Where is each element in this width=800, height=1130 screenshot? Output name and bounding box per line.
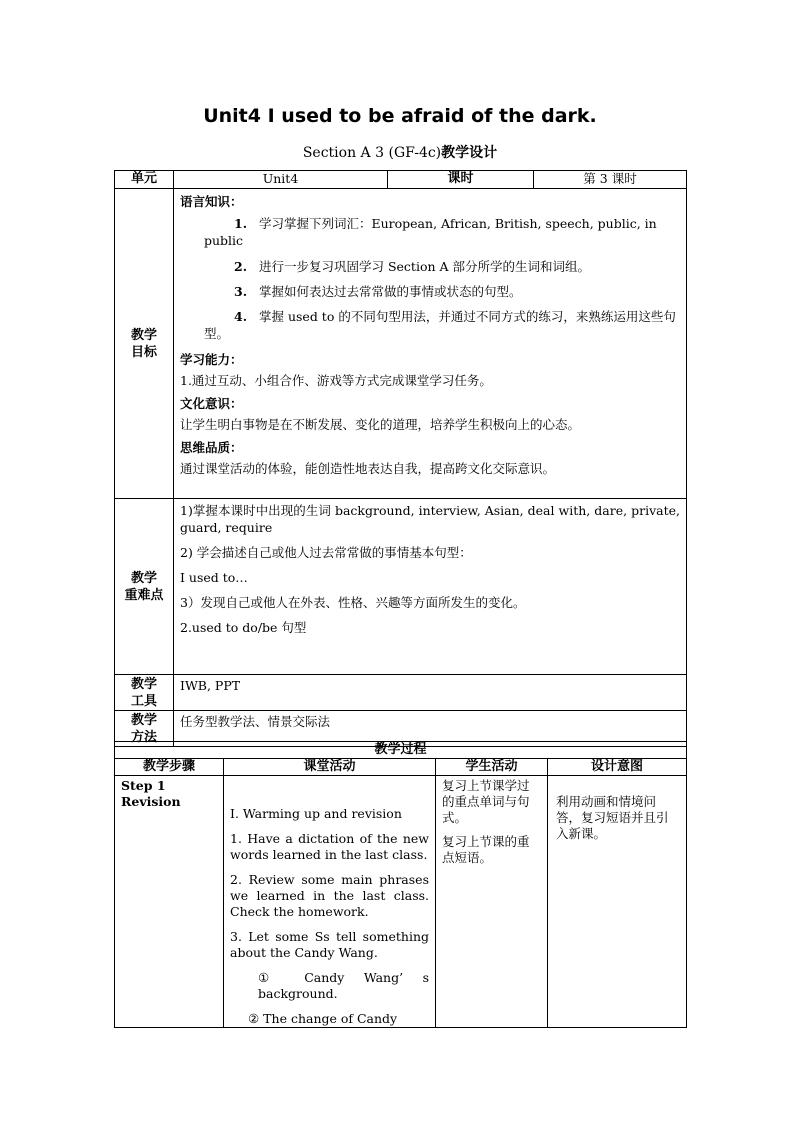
cultural-awareness-text: 让学生明白事物是在不断发展、变化的道理，培养学生积极向上的心态。 [180, 417, 581, 432]
key-point-line-5: 2.used to do/be 句型 [180, 620, 307, 635]
language-knowledge-heading: 语言知识： [180, 194, 243, 209]
key-points-label [115, 499, 174, 675]
objective-item-2-text: 进行一步复习巩固学习 Section A 部分所学的生词和词组。 [258, 259, 590, 274]
process-title: 教学过程 [115, 742, 687, 759]
intent-text: 利用动画和情境问答，复习短语并且引入新课。 [556, 794, 669, 841]
table-row [115, 776, 687, 1028]
classroom-activity [224, 776, 436, 1028]
objective-item-2 [180, 258, 680, 275]
column-header-activity: 课堂活动 [224, 759, 436, 776]
lesson-info-table [114, 170, 687, 747]
column-header-step: 教学步骤 [115, 759, 224, 776]
activity-line-4: 3. Let some Ss tell something about the Candy Wang. [230, 929, 429, 960]
objective-item-1-num: 1. [234, 216, 248, 231]
objective-item-3-text: 掌握如何表达过去常常做的事情或状态的句型。 [258, 284, 522, 299]
objective-item-3-num: 3. [234, 284, 248, 299]
period-value: 第 3 课时 [534, 171, 687, 189]
subtitle-design: 教学设计 [441, 145, 498, 161]
objectives-label-text: 教学 目标 [130, 327, 157, 360]
cultural-awareness-heading: 文化意识： [180, 396, 243, 411]
process-title-row [115, 742, 687, 759]
methods-value: 任务型教学法、情景交际法 [174, 711, 687, 747]
student-line-2: 复习上节课的重点短语。 [442, 834, 530, 865]
key-point-line-4: 3）发现自己或他人在外表、性格、兴趣等方面所发生的变化。 [180, 595, 526, 610]
activity-line-6: ② The change of Candy [248, 1011, 398, 1026]
objective-item-3 [180, 283, 680, 300]
objectives-label [115, 189, 174, 499]
objective-item-1 [180, 215, 680, 249]
design-intent [548, 776, 687, 1028]
objectives-content [174, 189, 687, 499]
unit-value: Unit4 [174, 171, 388, 189]
key-points-label-text: 教学 重难点 [124, 570, 164, 603]
key-point-line-1: 1)掌握本课时中出现的生词 background, interview, Asian, deal with, dare, private, guard, require [180, 503, 680, 535]
activity-line-3: 2. Review some main phrases we learned in the last class. Check the homework. [230, 872, 429, 919]
objective-item-4-text: 掌握 used to 的不同句型用法，并通过不同方式的练习，来熟练运用这些句型。 [204, 309, 676, 341]
unit-label: 单元 [115, 171, 174, 189]
student-activity [436, 776, 548, 1028]
column-header-intent: 设计意图 [548, 759, 687, 776]
key-points-row [115, 499, 687, 675]
learning-ability-heading: 学习能力： [180, 352, 243, 367]
thinking-quality-text: 通过课堂活动的体验，能创造性地表达自我，提高跨文化交际意识。 [180, 461, 556, 476]
step-name [115, 776, 224, 1028]
step-name-text: Step 1 Revision [121, 778, 181, 809]
page-title: Unit4 I used to be afraid of the dark. [203, 105, 597, 127]
tools-value: IWB, PPT [174, 675, 687, 711]
objectives-row [115, 189, 687, 499]
period-label: 课时 [388, 171, 534, 189]
activity-line-2: 1. Have a dictation of the new words learned in the last class. [230, 831, 429, 862]
key-point-line-2: 2) 学会描述自己或他人过去常常做的事情基本句型： [180, 545, 472, 560]
thinking-quality-heading: 思维品质： [180, 440, 243, 455]
tools-label [115, 675, 174, 711]
objective-item-4 [180, 308, 680, 342]
objective-item-4-num: 4. [234, 309, 248, 324]
key-points-content [174, 499, 687, 675]
methods-label-text: 教学 方法 [130, 713, 157, 745]
activity-line-1: I. Warming up and revision [230, 806, 402, 821]
column-header-student: 学生活动 [436, 759, 548, 776]
process-table [114, 741, 687, 1028]
learning-ability-text: 1.通过互动、小组合作、游戏等方式完成课堂学习任务。 [180, 373, 492, 388]
student-line-1: 复习上节课学过的重点单词与句式。 [442, 778, 530, 825]
subtitle-section: Section A 3 (GF-4c) [302, 145, 442, 161]
key-point-line-3: I used to… [180, 570, 248, 585]
tools-row [115, 675, 687, 711]
unit-row [115, 171, 687, 189]
activity-line-5: ① Candy Wang’ s background. [258, 970, 429, 1001]
objective-item-2-num: 2. [234, 259, 248, 274]
process-header-row [115, 759, 687, 776]
objective-item-1-text: 学习掌握下列词汇：European, African, British, speech, public, in public [204, 216, 657, 248]
tools-label-text: 教学 工具 [130, 677, 157, 709]
page-subtitle [0, 142, 800, 162]
